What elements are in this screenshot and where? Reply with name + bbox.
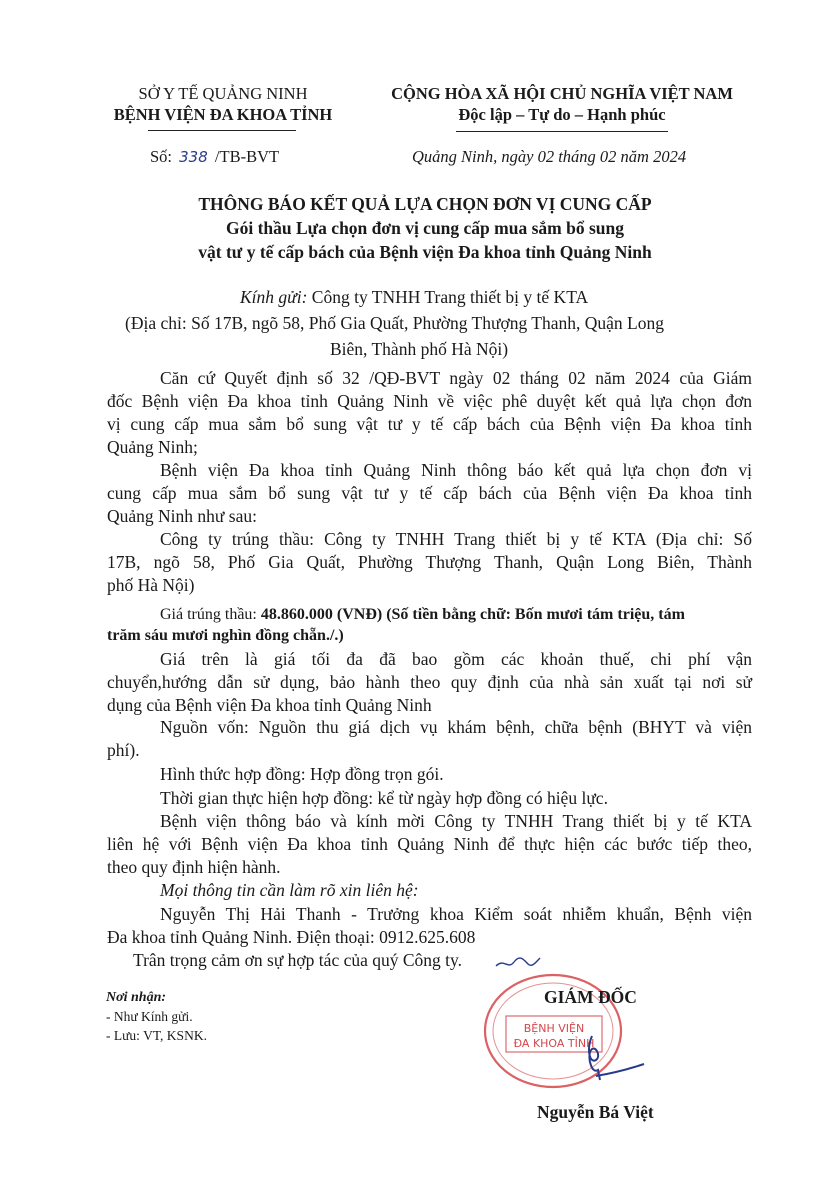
- recipient-list: [106, 1007, 207, 1045]
- text-line: Đa khoa tỉnh Quảng Ninh. Điện thoại: 0912.625.608: [107, 927, 476, 947]
- paragraph-invitation: [107, 810, 752, 879]
- agency-name: SỞ Y TẾ QUẢNG NINH: [138, 84, 308, 103]
- text-line: Căn cứ Quyết định số 32 /QĐ-BVT ngày 02 tháng 02 năm 2024 của Giám: [160, 368, 752, 388]
- paragraph-contract-type: Hình thức hợp đồng: Hợp đồng trọn gói.: [160, 764, 444, 784]
- text-line: cung cấp mua sắm bổ sung vật tư y tế cấp bách của Bệnh viện Đa khoa tỉnh: [107, 483, 752, 503]
- text-line: Bệnh viện thông báo và kính mời Công ty TNHH Trang thiết bị y tế KTA: [160, 811, 752, 831]
- price-label: Giá trúng thầu:: [160, 606, 261, 623]
- hospital-name: BỆNH VIỆN ĐA KHOA TỈNH: [113, 105, 333, 124]
- recipient-address-line-1: (Địa chỉ: Số 17B, ngõ 58, Phố Gia Quất, Phường Thượng Thanh, Quận Long: [125, 313, 664, 333]
- document-title: THÔNG BÁO KẾT QUẢ LỰA CHỌN ĐƠN VỊ CUNG CẤP: [198, 194, 652, 214]
- price-value: 48.860.000 (VNĐ) (Số tiền bằng chữ: Bốn mươi tám triệu, tám: [260, 606, 685, 623]
- recipients-title: Nơi nhận:: [106, 990, 167, 1005]
- text-line: Công ty trúng thầu: Công ty TNHH Trang thiết bị y tế KTA (Địa chỉ: Số: [160, 529, 752, 549]
- handwritten-signature: [560, 1030, 660, 1090]
- text-line: phố Hà Nội): [107, 575, 195, 595]
- subject-line-1: Gói thầu Lựa chọn đơn vị cung cấp mua sắm bổ sung: [225, 218, 624, 238]
- text-line: phí).: [107, 740, 140, 760]
- paragraph-winning-bidder: [107, 528, 752, 597]
- recipient-list-item: - Như Kính gửi.: [106, 1009, 193, 1024]
- text-line: chuyển,hướng dẫn sử dụng, bảo hành theo quy định của nhà sản xuất tại nơi sử: [107, 672, 752, 692]
- date-line: Quảng Ninh, ngày 02 tháng 02 năm 2024: [412, 147, 687, 166]
- left-header-underline: [148, 130, 296, 131]
- contact-info: [107, 903, 752, 949]
- recipient-address-line-2: Biên, Thành phố Hà Nội): [330, 339, 509, 359]
- recipient-label: Kính gửi:: [240, 287, 308, 307]
- text-line: Quảng Ninh;: [107, 437, 198, 457]
- text-line: vị cung cấp mua sắm bổ sung vật tư y tế cấp bách của Bệnh viện Đa khoa tỉnh: [107, 414, 752, 434]
- text-line: liên hệ với Bệnh viện Đa khoa tỉnh Quảng Ninh để thực hiện các bước tiếp theo,: [107, 834, 752, 854]
- national-motto: Độc lập – Tự do – Hạnh phúc: [458, 105, 666, 124]
- number-label: Số:: [150, 147, 173, 166]
- handwritten-number: 338: [179, 148, 208, 166]
- seal-line-1: BỆNH VIỆN: [523, 1022, 585, 1035]
- country-name: CỘNG HÒA XÃ HỘI CHỦ NGHĨA VIỆT NAM: [391, 84, 733, 103]
- text-line: Quảng Ninh như sau:: [107, 506, 257, 526]
- recipient-list-item: - Lưu: VT, KSNK.: [106, 1028, 207, 1043]
- text-line: Nguyễn Thị Hải Thanh - Trưởng khoa Kiểm soát nhiễm khuẩn, Bệnh viện: [160, 904, 752, 924]
- paragraph-price: [107, 604, 752, 646]
- text-line: Giá trên là giá tối đa đã bao gồm các khoản thuế, chi phí vận: [160, 649, 752, 669]
- text-line: theo quy định hiện hành.: [107, 857, 281, 877]
- paragraph-announcement: [107, 459, 752, 528]
- recipient: [240, 287, 588, 308]
- text-line: [107, 604, 752, 625]
- paragraph-price-terms: [107, 648, 752, 717]
- signer-name: Nguyễn Bá Việt: [537, 1102, 654, 1122]
- contact-intro: Mọi thông tin cần làm rõ xin liên hệ:: [160, 880, 419, 900]
- text-line: Bệnh viện Đa khoa tỉnh Quảng Ninh thông báo kết quả lựa chọn đơn vị: [160, 460, 752, 480]
- text-line: 17B, ngõ 58, Phố Gia Quất, Phường Thượng Thanh, Quận Long Biên, Thành: [107, 552, 752, 572]
- paragraph-funding: [107, 716, 752, 762]
- paragraph-legal-basis: [107, 367, 752, 459]
- subject-line-2: vật tư y tế cấp bách của Bệnh viện Đa khoa tỉnh Quảng Ninh: [198, 242, 652, 262]
- paragraph-contract-period: Thời gian thực hiện hợp đồng: kể từ ngày hợp đồng có hiệu lực.: [160, 788, 608, 808]
- text-line: Nguồn vốn: Nguồn thu giá dịch vụ khám bệnh, chữa bệnh (BHYT và viện: [160, 717, 752, 737]
- recipient-name: Công ty TNHH Trang thiết bị y tế KTA: [307, 287, 589, 307]
- text-line: đốc Bệnh viện Đa khoa tỉnh Quảng Ninh về việc phê duyệt kết quả lựa chọn đơn: [107, 391, 752, 411]
- price-in-words: trăm sáu mươi nghìn đồng chẵn./.): [107, 627, 344, 644]
- text-line: dụng của Bệnh viện Đa khoa tỉnh Quảng Ninh: [107, 695, 432, 715]
- seal-line-2: ĐA KHOA TỈNH: [513, 1037, 595, 1050]
- right-header-underline: [456, 131, 668, 132]
- number-suffix: /TB-BVT: [214, 147, 280, 166]
- signer-title: GIÁM ĐỐC: [544, 987, 637, 1007]
- thanks-line: Trân trọng cảm ơn sự hợp tác của quý Công ty.: [133, 950, 463, 970]
- document-number: [150, 147, 279, 167]
